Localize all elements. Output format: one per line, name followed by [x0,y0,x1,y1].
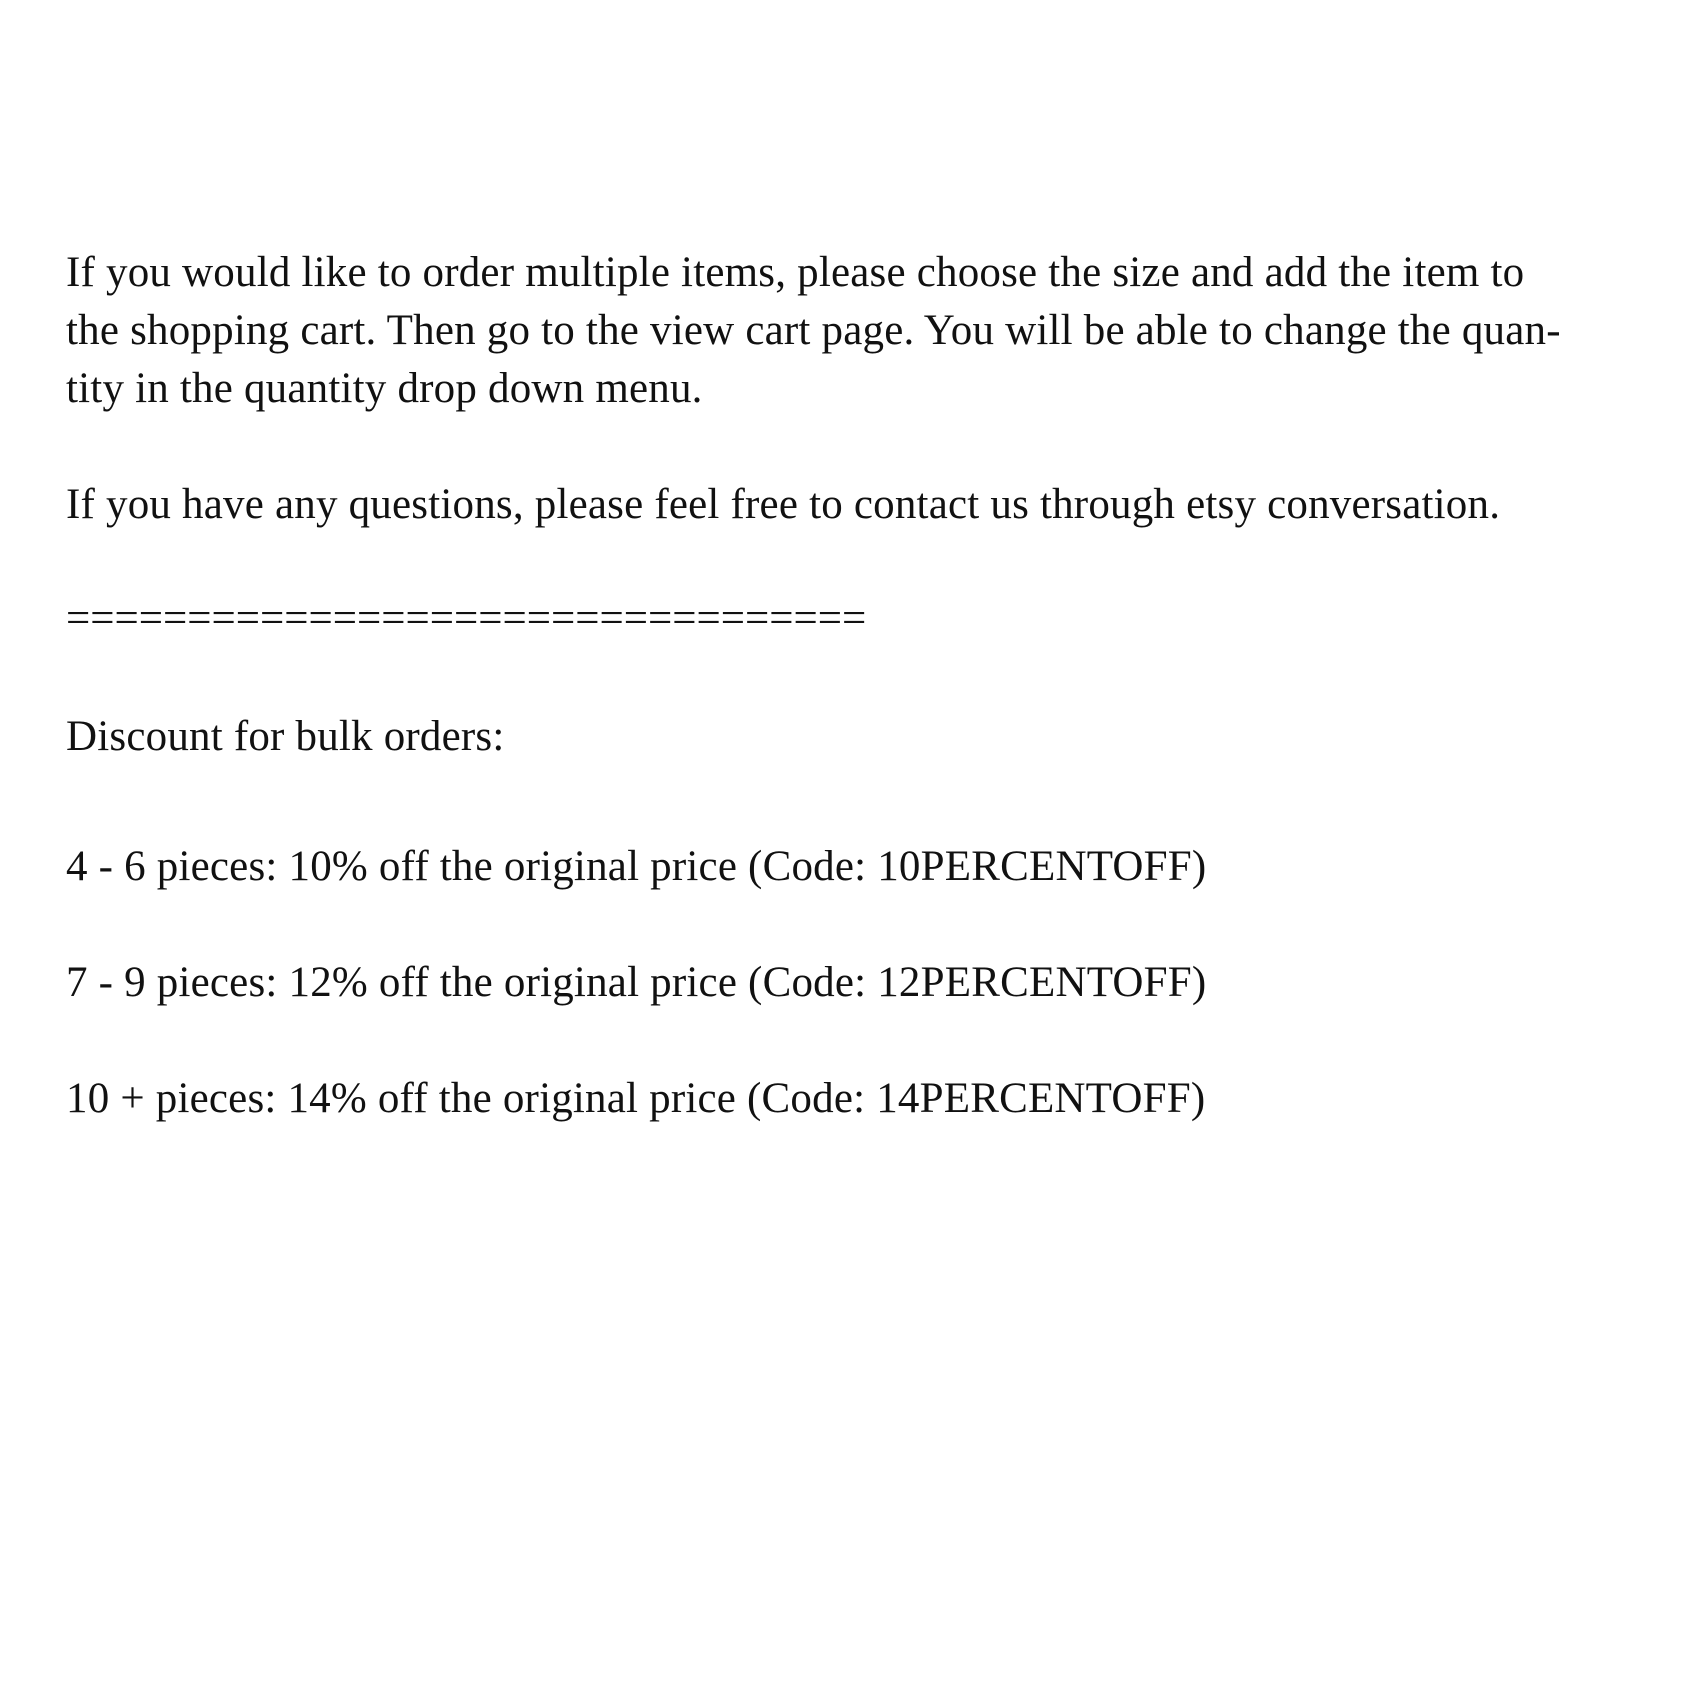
paragraph-1-line-1: If you would like to order multiple items, please choose the size and add the item to [66,249,1525,296]
paragraph-1-line-2: the shopping cart. Then go to the view cart page. You will be able to change the quan- [66,307,1561,354]
discount-tier-3: 10 + pieces: 14% off the original price (Code: 14PERCENTOFF) [66,1075,1206,1122]
discount-heading: Discount for bulk orders: [66,713,505,760]
paragraph-1-line-3: tity in the quantity drop down menu. [66,365,703,412]
divider-line: ================================= [66,595,867,642]
contact-paragraph: If you have any questions, please feel free to contact us through etsy conversation. [66,481,1501,528]
discount-tier-2: 7 - 9 pieces: 12% off the original price (Code: 12PERCENTOFF) [66,959,1207,1006]
discount-tier-1: 4 - 6 pieces: 10% off the original price (Code: 10PERCENTOFF) [66,843,1207,890]
